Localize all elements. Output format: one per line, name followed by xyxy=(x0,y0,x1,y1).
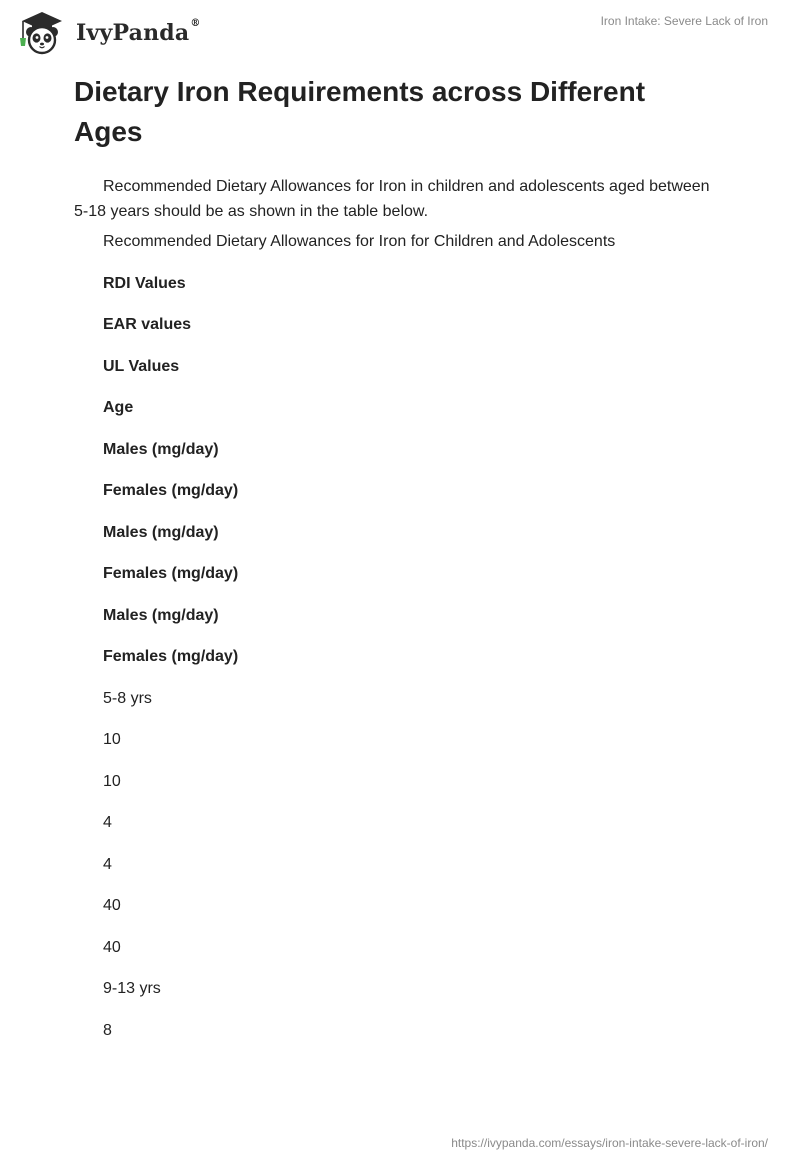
table-header-cell: Age xyxy=(103,399,134,416)
table-header-cell: Females (mg/day) xyxy=(103,648,239,665)
running-title: Iron Intake: Severe Lack of Iron xyxy=(600,14,768,28)
ivypanda-logo[interactable] xyxy=(14,8,201,56)
table-header-cell: RDI Values xyxy=(103,274,186,292)
table-header-cell: EAR values xyxy=(103,316,192,333)
table-cell: 4 xyxy=(103,814,112,831)
flattened-table xyxy=(74,229,714,1043)
section-heading: Dietary Iron Requirements across Different Ages xyxy=(74,76,646,147)
table-header-cell: Females (mg/day) xyxy=(103,482,239,499)
table-cell: 9-13 yrs xyxy=(103,980,161,997)
table-cell: 10 xyxy=(103,731,121,748)
registered-mark: ® xyxy=(190,18,201,29)
table-header-cell: Males (mg/day) xyxy=(103,523,219,541)
table-header-cell: Females (mg/day) xyxy=(103,565,239,582)
source-url[interactable]: https://ivypanda.com/essays/iron-intake-severe-lack-of-iron/ xyxy=(451,1136,768,1150)
table-cell: 40 xyxy=(103,938,121,956)
table-header-cell: Males (mg/day) xyxy=(103,606,219,624)
panda-mascot-icon xyxy=(14,8,70,56)
table-cell: 8 xyxy=(103,1021,112,1039)
page-header xyxy=(0,0,800,64)
brand-name: IvyPanda® xyxy=(76,18,201,46)
table-caption: Recommended Dietary Allowances for Iron for Children and Adolescents xyxy=(103,233,616,250)
intro-paragraph: Recommended Dietary Allowances for Iron in children and adolescents aged between 5-18 years should be as shown in the table below. xyxy=(74,178,710,220)
table-cell: 5-8 yrs xyxy=(103,689,152,707)
table-header-cell: UL Values xyxy=(103,357,180,375)
table-cell: 40 xyxy=(103,897,121,914)
table-header-cell: Males (mg/day) xyxy=(103,440,219,458)
table-cell: 10 xyxy=(103,772,121,790)
table-cell: 4 xyxy=(103,855,112,873)
article-body xyxy=(74,72,714,1043)
